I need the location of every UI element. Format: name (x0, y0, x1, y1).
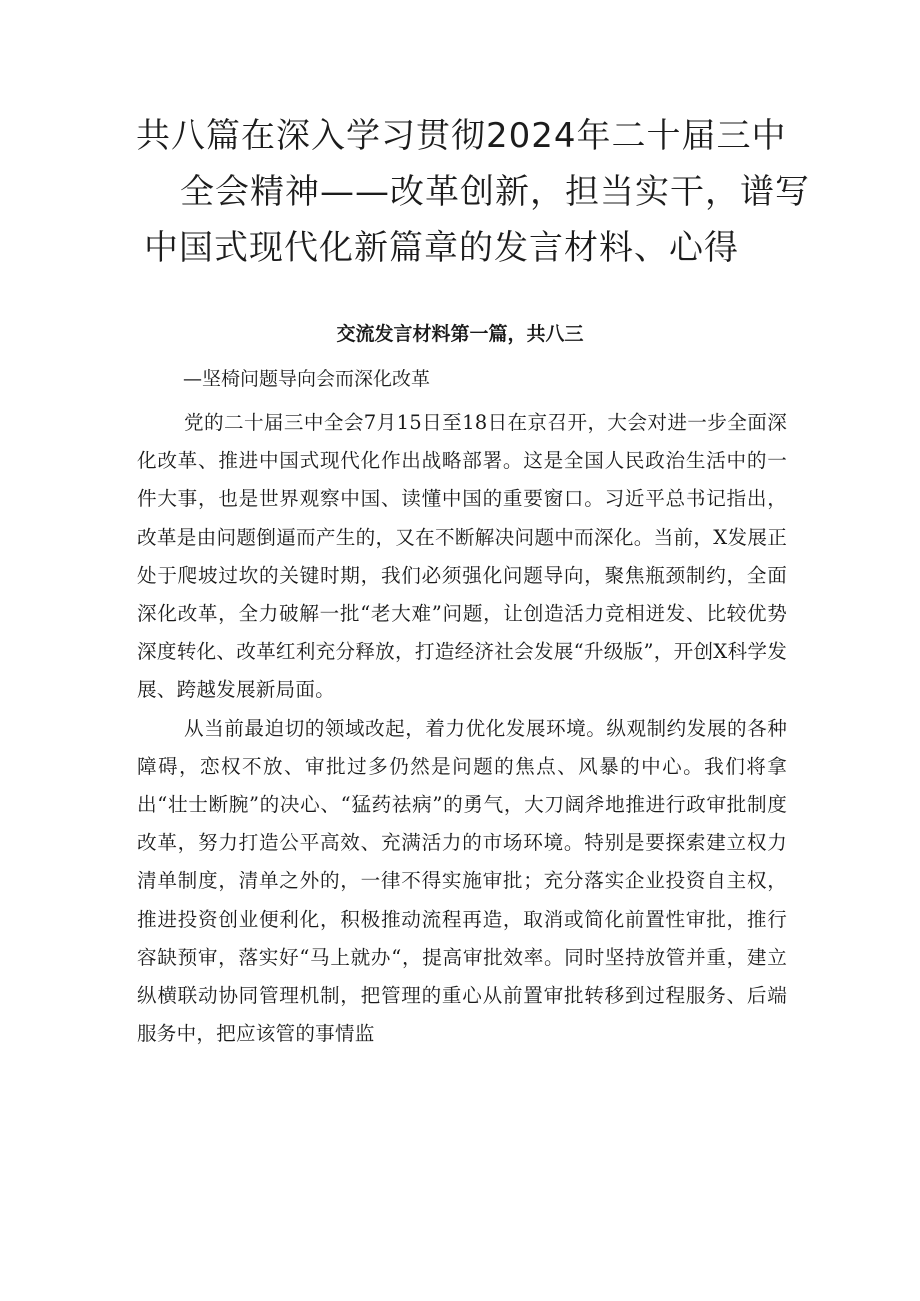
body-text (137, 404, 787, 1053)
paragraph-1: 党的二十届三中全会7月15日至18日在京召开，大会对进一步全面深化改革、推进中国式现代化作出战略部署。这是全国人民政治生活中的一件大事，也是世界观察中国、读懂中国的重要窗口。习近平总书记指出，改革是由问题倒逼而产生的，又在不断解决问题中而深化。当前，X发展正处于爬坡过坎的关键时期，我们必须强化问题导向，聚焦瓶颈制约，全面深化改革，全力破解一批“老大难”问题，让创造活力竞相迸发、比较优势深度转化、改革红利充分释放，打造经济社会发展“升级版”，开创X科学发展、跨越发展新局面。 (137, 411, 787, 702)
document-title (100, 108, 820, 276)
section-heading: 交流发言材料第一篇，共八三 (336, 323, 584, 345)
paragraph-2: 从当前最迫切的领域改起，着力优化发展环境。纵观制约发展的各种障碍，恋权不放、审批过多仍然是问题的焦点、风暴的中心。我们将拿出“壮士断腕”的决心、“猛药祛病”的勇气，大刀阔斧地推进行政审批制度改革，努力打造公平高效、充满活力的市场环境。特别是要探索建立权力清单制度，清单之外的，一律不得实施审批；充分落实企业投资自主权，推进投资创业便利化，积极推动流程再造，取消或简化前置性审批，推行容缺预审，落实好“马上就办“，提高审批效率。同时坚持放管并重，建立纵横联动协同管理机制，把管理的重心从前置审批转移到过程服务、后端服务中，把应该管的事情监 (137, 716, 787, 1046)
title-line-2: 全会精神——改革创新，担当实干，谱写 (180, 172, 810, 212)
title-line-3: 中国式现代化新篇章的发言材料、心得 (144, 228, 739, 268)
title-line-1: 共八篇在深入学习贯彻2024年二十届三中 (136, 116, 787, 156)
section-subtitle: —坚椅问题导向会而深化改革 (183, 368, 431, 390)
